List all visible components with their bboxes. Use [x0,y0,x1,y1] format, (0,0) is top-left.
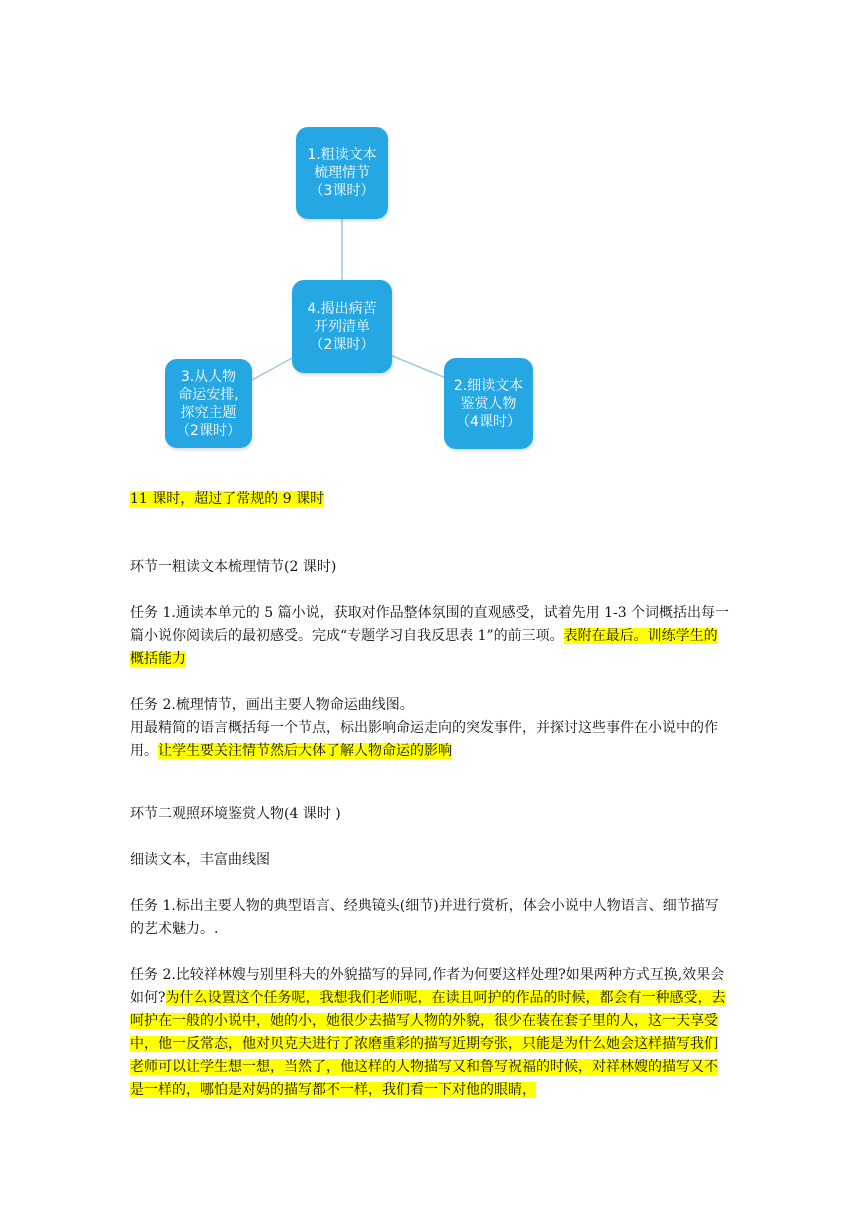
node-4-line-1: 4.揭出病苦 [307,300,377,317]
section-1-task-1 [130,602,730,671]
node-3-line-1: 3.从人物 [180,368,237,385]
node-2-line-3: （4课时） [456,413,521,430]
node-2-appreciate-characters [444,358,533,449]
connector-4-2 [390,355,446,378]
section-2-task-2-text: 任务 2.比较祥林嫂与别里科夫的外貌描写的异同,作者为何要这样处理?如果两种方式互换,效果会如何? [130,967,725,1006]
section-2-task-1: 任务 1.标出主要人物的典型语言、经典镜头(细节)并进行赏析，体会小说中人物语言、细节描写的艺术魅力。. [130,898,719,937]
total-hours-highlight: 11 课时，超过了常规的 9 课时 [130,491,325,507]
node-1-line-1: 1.粗读文本 [307,147,377,163]
node-2-line-2: 鉴赏人物 [460,395,517,412]
section-1-title: 环节一粗读文本梳理情节(2 课时) [130,559,337,575]
section-2 [130,803,730,1102]
section-2-title: 环节二观照环境鉴赏人物(4 课时 ) [130,806,341,822]
section-1-task-1-text: 任务 1.通读本单元的 5 篇小说，获取对作品整体氛围的直观感受，试着先用 1-3 个词概括出每一篇小说你阅读后的最初感受。完成“专题学习自我反思表 1”的前三项。 [130,605,730,644]
section-2-task-2 [130,964,730,1102]
node-3-line-2: 命运安排, [178,386,239,403]
node-1-read-text [296,127,388,219]
node-1-line-2: 梳理情节 [314,165,370,181]
node-3-line-3: 探究主题 [180,404,237,421]
lesson-structure-diagram [0,0,860,460]
node-4-list-problems [292,280,392,373]
section-1-task-2 [130,717,730,763]
node-1-line-3: （3课时） [309,183,375,199]
section-1-task-2-text: 用最精简的语言概括每一个节点，标出影响命运走向的突发事件，并探讨这些事件在小说中的作用。 [130,720,718,759]
node-2-line-1: 2.细读文本 [453,377,524,394]
connector-4-3 [252,357,294,380]
node-3-explore-theme [165,359,252,448]
section-1-task-2-highlight: 让学生要关注情节然后大体了解人物命运的影响 [158,743,452,759]
node-3-line-4: （2课时） [176,422,241,439]
section-2-task-2-highlight: 为什么设置这个任务呢，我想我们老师呢，在读且呵护的作品的时候，都会有一种感受，去呵护在一般的小说中，她的小，她很少去描写人物的外貌，很少在装在套子里的人，这一天享受中，他一反常态，他对贝克夫进行了浓磨重彩的描写近期夸张，只能是为什么她会这样描写我们老师可以让学生想一想，当然了，他这样的人物描写又和鲁写祝福的时候，对祥林嫂的描写又不是一样的，哪怕是对妈的描写都不一样，我们看一下对他的眼睛， [130,990,726,1098]
diagram-connectors [0,0,860,460]
section-1-task-2-title: 任务 2.梳理情节，画出主要人物命运曲线图。 [130,697,414,713]
node-4-line-3: （2课时） [309,336,375,353]
section-1-task-1-highlight: 表附在最后。训练学生的概括能力 [130,628,718,667]
total-hours-note [130,488,730,511]
node-4-line-2: 开列清单 [314,318,370,335]
section-1 [130,556,730,763]
section-2-subtitle: 细读文本，丰富曲线图 [130,852,270,868]
